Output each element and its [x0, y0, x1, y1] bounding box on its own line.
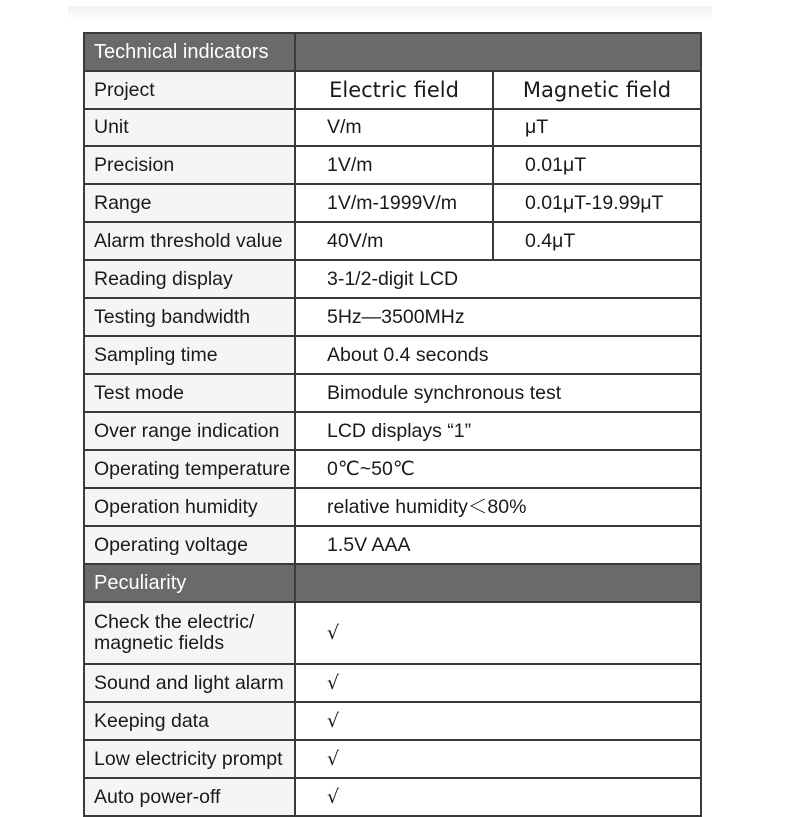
electric-value: 1V/m-1999V/m [295, 184, 493, 222]
row-label: Sampling time [84, 336, 295, 374]
table-row [84, 184, 701, 222]
electric-value: 40V/m [295, 222, 493, 260]
checkmark: √ [295, 664, 701, 702]
table-row [84, 488, 701, 526]
row-label: Reading display [84, 260, 295, 298]
row-value: LCD displays “1” [295, 412, 701, 450]
table-row [84, 146, 701, 184]
table-row [84, 526, 701, 564]
row-value: About 0.4 seconds [295, 336, 701, 374]
table-row [84, 740, 701, 778]
top-divider [68, 6, 712, 20]
magnetic-value: μT [493, 109, 701, 146]
row-label: Range [84, 184, 295, 222]
row-value: relative humidity＜80% [295, 488, 701, 526]
row-label: Unit [84, 109, 295, 146]
electric-value: 1V/m [295, 146, 493, 184]
checkmark: √ [295, 602, 701, 664]
row-value: Bimodule synchronous test [295, 374, 701, 412]
peculiarity-title: Peculiarity [84, 564, 295, 602]
table-row [84, 222, 701, 260]
column-header-row [84, 71, 701, 109]
project-header: Project [84, 71, 295, 109]
checkmark: √ [295, 702, 701, 740]
checkmark: √ [295, 778, 701, 816]
row-label: Testing bandwidth [84, 298, 295, 336]
row-label: Auto power-off [84, 778, 295, 816]
row-label: Sound and light alarm [84, 664, 295, 702]
row-label: Operating voltage [84, 526, 295, 564]
table-row [84, 602, 701, 664]
technical-indicators-header [84, 33, 701, 71]
magnetic-field-header: Magnetic field [493, 71, 701, 109]
row-label: Keeping data [84, 702, 295, 740]
row-label: Test mode [84, 374, 295, 412]
table-row [84, 412, 701, 450]
table-row [84, 298, 701, 336]
row-value: 1.5V AAA [295, 526, 701, 564]
table-row [84, 664, 701, 702]
row-value: 5Hz—3500MHz [295, 298, 701, 336]
row-value: 3-1/2-digit LCD [295, 260, 701, 298]
peculiarity-header-fill [295, 564, 701, 602]
technical-indicators-title: Technical indicators [84, 33, 295, 71]
technical-indicators-header-fill [295, 33, 701, 71]
table-row [84, 109, 701, 146]
row-label: Low electricity prompt [84, 740, 295, 778]
row-label: Alarm threshold value [84, 222, 295, 260]
electric-value: V/m [295, 109, 493, 146]
row-label: Precision [84, 146, 295, 184]
checkmark: √ [295, 740, 701, 778]
magnetic-value: 0.4μT [493, 222, 701, 260]
table-row [84, 702, 701, 740]
table-row [84, 260, 701, 298]
table-row [84, 450, 701, 488]
electric-field-header: Electric field [295, 71, 493, 109]
row-label: Operation humidity [84, 488, 295, 526]
peculiarity-header [84, 564, 701, 602]
magnetic-value: 0.01μT [493, 146, 701, 184]
table-row [84, 374, 701, 412]
spec-table [83, 32, 702, 817]
magnetic-value: 0.01μT-19.99μT [493, 184, 701, 222]
table-row [84, 336, 701, 374]
row-label: Check the electric/ magnetic fields [84, 602, 295, 664]
row-label: Over range indication [84, 412, 295, 450]
table-row [84, 778, 701, 816]
row-label: Operating temperature [84, 450, 295, 488]
row-value: 0℃~50℃ [295, 450, 701, 488]
